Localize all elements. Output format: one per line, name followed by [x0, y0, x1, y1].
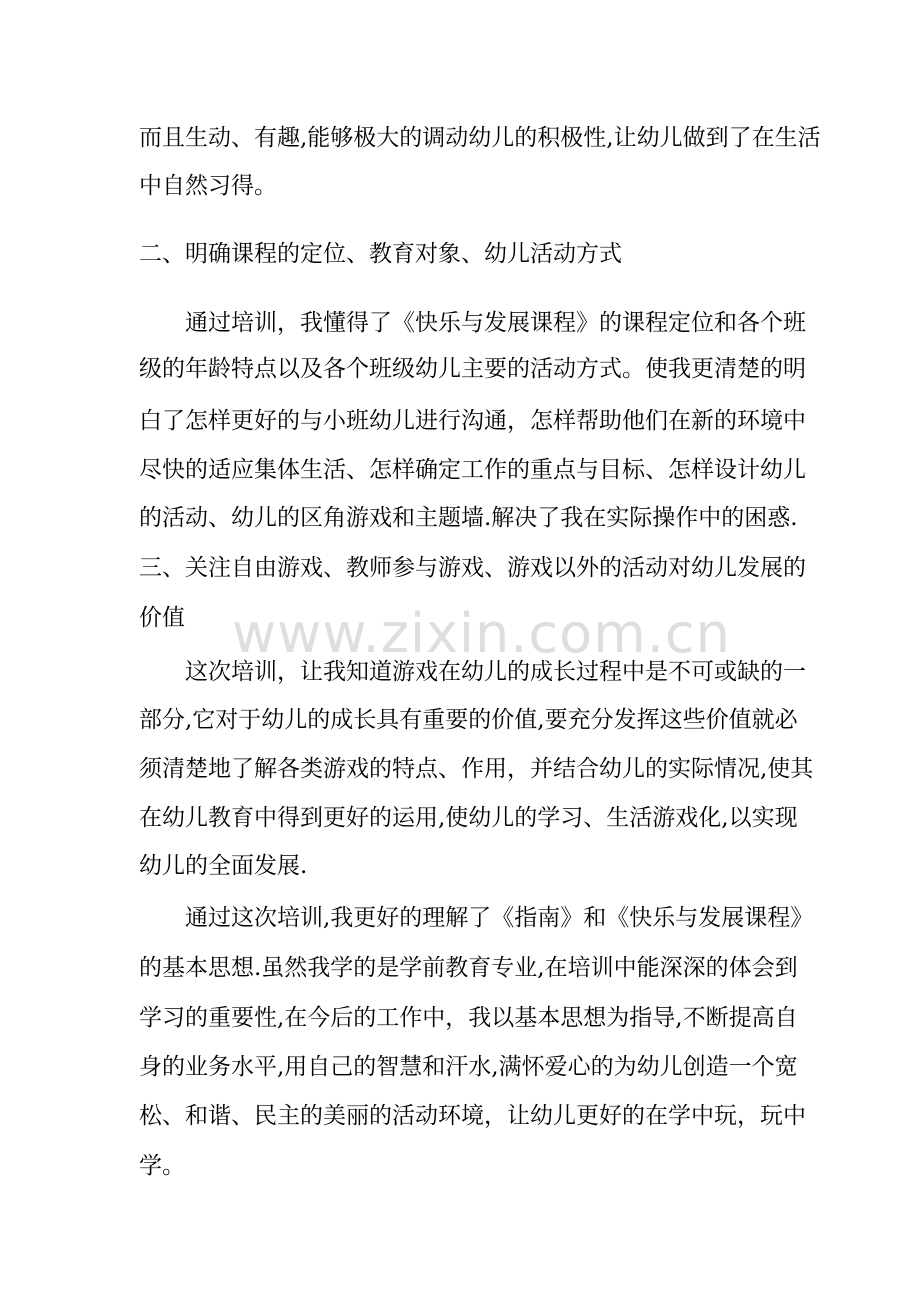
- paragraph-line: 幼儿的全面发展.: [139, 853, 308, 879]
- paragraph-line: 身的业务水平,用自己的智慧和汗水,满怀爱心的为幼儿创造一个宽: [139, 1054, 798, 1080]
- paragraph-line: 中自然习得。: [139, 173, 277, 199]
- paragraph-line: 的基本思想.虽然我学的是学前教育专业,在培训中能深深的体会到: [139, 955, 798, 981]
- paragraph-line: 须清楚地了解各类游戏的特点、作用，并结合幼儿的实际情况,使其: [139, 756, 814, 782]
- paragraph-line: 在幼儿教育中得到更好的运用,使幼儿的学习、生活游戏化,以实现: [139, 805, 798, 831]
- paragraph-line: 学。: [139, 1153, 185, 1179]
- section-heading: 价值: [139, 605, 185, 631]
- section-heading: 三、关注自由游戏、教师参与游戏、游戏以外的活动对幼儿发展的: [139, 555, 806, 581]
- paragraph-line: 通过这次培训,我更好的理解了《指南》和《快乐与发展课程》: [185, 905, 814, 931]
- paragraph-line: 级的年龄特点以及各个班级幼儿主要的活动方式。使我更清楚的明: [139, 356, 806, 382]
- paragraph-line: 白了怎样更好的与小班幼儿进行沟通，怎样帮助他们在新的环境中: [139, 408, 806, 434]
- paragraph-line: 部分,它对于幼儿的成长具有重要的价值,要充分发挥这些价值就必: [139, 707, 798, 733]
- paragraph-line: 而且生动、有趣,能够极大的调动幼儿的积极性,让幼儿做到了在生活: [139, 125, 821, 151]
- watermark: www.zixin.com.cn: [232, 602, 731, 665]
- paragraph-line: 通过培训，我懂得了《快乐与发展课程》的课程定位和各个班: [185, 310, 806, 336]
- paragraph-line: 的活动、幼儿的区角游戏和主题墙.解决了我在实际操作中的困惑.: [139, 505, 798, 531]
- section-heading: 二、明确课程的定位、教育对象、幼儿活动方式: [139, 241, 622, 267]
- paragraph-line: 这次培训，让我知道游戏在幼儿的成长过程中是不可或缺的一: [185, 659, 806, 685]
- paragraph-line: 松、和谐、民主的美丽的活动环境，让幼儿更好的在学中玩，玩中: [139, 1103, 806, 1129]
- paragraph-line: 尽快的适应集体生活、怎样确定工作的重点与目标、怎样设计幼儿: [139, 457, 806, 483]
- paragraph-line: 学习的重要性,在今后的工作中，我以基本思想为指导,不断提高自: [139, 1005, 798, 1031]
